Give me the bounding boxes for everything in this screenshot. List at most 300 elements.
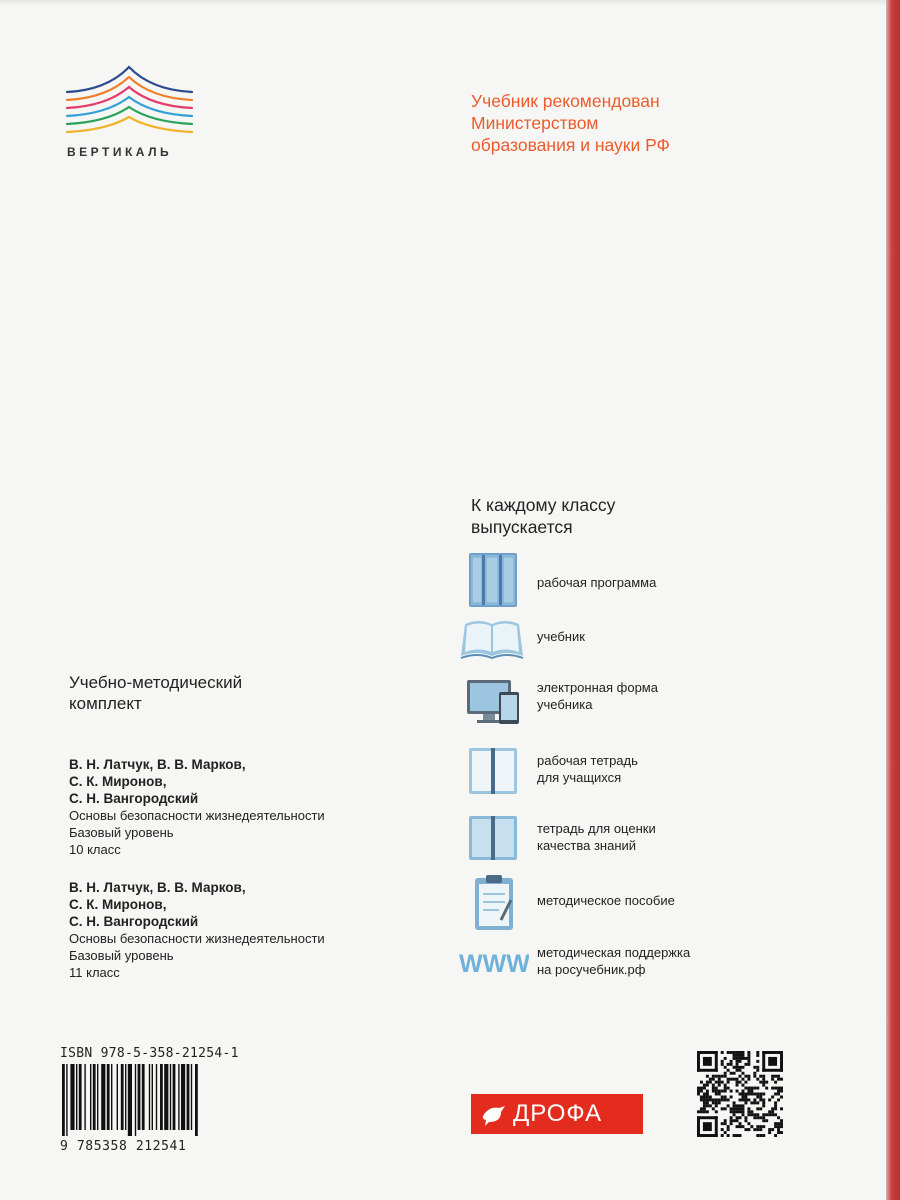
qr-module [727, 1134, 730, 1137]
qr-module [733, 1107, 736, 1110]
qr-module [730, 1090, 733, 1093]
barcode-bar [121, 1064, 124, 1130]
qr-module [706, 1098, 709, 1101]
qr-module [724, 1057, 727, 1060]
qr-module [777, 1098, 780, 1101]
qr-module [744, 1057, 747, 1060]
qr-module [744, 1095, 747, 1098]
qr-module [736, 1078, 739, 1081]
umk-book-10 [69, 756, 389, 858]
qr-module [741, 1054, 744, 1057]
qr-module [774, 1087, 777, 1090]
qr-module [724, 1075, 727, 1078]
qr-module [741, 1078, 744, 1081]
qr-module [777, 1116, 780, 1119]
qr-module [712, 1101, 715, 1104]
qr-module [739, 1116, 742, 1119]
qr-module [730, 1078, 733, 1081]
qr-module [730, 1095, 733, 1098]
qr-module [730, 1110, 733, 1113]
qr-module [703, 1098, 706, 1101]
barcode-bar [125, 1064, 126, 1130]
qr-module [780, 1090, 783, 1093]
qr-module [756, 1107, 759, 1110]
qr-module [703, 1110, 706, 1113]
qr-module [730, 1072, 733, 1075]
qr-module [712, 1107, 715, 1110]
qr-module [774, 1104, 777, 1107]
qr-module [715, 1081, 718, 1084]
qr-module [715, 1051, 718, 1072]
qr-module [733, 1110, 736, 1113]
qr-module [709, 1104, 712, 1107]
qr-module [762, 1051, 783, 1054]
recommendation-line: Учебник рекомендован [471, 91, 660, 111]
qr-module [727, 1087, 730, 1090]
qr-module [747, 1054, 750, 1057]
qr-module [718, 1075, 721, 1078]
qr-module [771, 1087, 774, 1090]
series-title [471, 494, 771, 538]
publisher-name: ДРОФА [513, 1100, 603, 1127]
qr-module [718, 1078, 721, 1081]
qr-module [727, 1051, 730, 1054]
devices-icon [459, 674, 525, 732]
qr-module [756, 1087, 759, 1090]
qr-module [768, 1113, 771, 1116]
drofa-logo [471, 1094, 643, 1134]
qr-module [724, 1098, 727, 1101]
qr-module [739, 1051, 742, 1054]
qr-module [709, 1078, 712, 1081]
qr-module [741, 1110, 744, 1113]
barcode-bar [135, 1064, 136, 1136]
series-title-line: К каждому классу [471, 495, 616, 515]
qr-module [753, 1093, 756, 1096]
qr-module [730, 1051, 733, 1054]
qr-module [768, 1131, 771, 1134]
label-line: методическая поддержка [537, 945, 691, 960]
barcode-bar [128, 1064, 132, 1136]
barcode-bar [70, 1064, 74, 1130]
book-details [69, 807, 389, 858]
qr-module [706, 1110, 709, 1113]
book-authors [69, 756, 389, 807]
qr-module [721, 1107, 724, 1110]
qr-module [712, 1075, 715, 1078]
clipboard-icon [459, 874, 525, 932]
barcode-bar [156, 1064, 157, 1130]
qr-module [780, 1095, 783, 1098]
qr-module [724, 1122, 727, 1125]
qr-module [756, 1116, 759, 1119]
qr-module [727, 1128, 730, 1131]
qr-module [777, 1125, 780, 1128]
umk-title [69, 672, 349, 714]
qr-module [709, 1081, 712, 1084]
qr-module [747, 1122, 750, 1125]
barcode-bar [90, 1064, 91, 1130]
qr-module [747, 1051, 750, 1054]
label-line: для учащихся [537, 770, 622, 785]
barcode-bar [187, 1064, 190, 1130]
qr-module [759, 1075, 762, 1078]
qr-module [780, 1087, 783, 1090]
qr-module [721, 1051, 724, 1054]
qr-module [739, 1122, 742, 1125]
assessment-notebook-icon [459, 812, 525, 870]
qr-module [747, 1057, 750, 1060]
qr-module [756, 1113, 759, 1116]
umk-title-line: комплект [69, 694, 142, 713]
qr-module [780, 1119, 783, 1122]
label-line: учебник [537, 629, 585, 644]
qr-module [739, 1054, 742, 1057]
qr-module [727, 1081, 730, 1084]
qr-module [774, 1113, 777, 1116]
qr-module [744, 1128, 747, 1131]
qr-module [774, 1081, 777, 1084]
qr-module [753, 1072, 756, 1075]
qr-module [739, 1081, 742, 1084]
qr-module [747, 1060, 750, 1063]
qr-module [697, 1116, 700, 1137]
qr-module [777, 1131, 780, 1134]
qr-module [739, 1125, 742, 1128]
qr-module [718, 1084, 721, 1087]
qr-module [709, 1095, 712, 1098]
qr-module [777, 1090, 780, 1093]
qr-module [712, 1090, 715, 1093]
qr-module [741, 1051, 744, 1054]
qr-module [697, 1116, 718, 1119]
qr-module [753, 1113, 756, 1116]
qr-module [730, 1122, 733, 1125]
qr-module [771, 1075, 774, 1078]
qr-module [777, 1075, 780, 1078]
qr-module [724, 1119, 727, 1122]
qr-module [727, 1063, 730, 1066]
qr-module [765, 1081, 768, 1084]
qr-module [739, 1066, 742, 1069]
qr-module [762, 1119, 765, 1122]
barcode [60, 1064, 250, 1136]
qr-module [741, 1072, 744, 1075]
recommendation-line: Министерством [471, 113, 599, 133]
barcode-bar [138, 1064, 141, 1130]
qr-module [756, 1095, 759, 1098]
qr-module [741, 1095, 744, 1098]
qr-module [759, 1098, 762, 1101]
detail-line: Базовый уровень [69, 825, 174, 840]
qr-module [750, 1093, 753, 1096]
www-icon [459, 942, 529, 1000]
qr-module [759, 1095, 762, 1098]
book-authors [69, 879, 389, 930]
qr-module [774, 1134, 777, 1137]
qr-module [753, 1098, 756, 1101]
qr-module [780, 1107, 783, 1110]
label-line: учебника [537, 697, 593, 712]
qr-module [715, 1101, 718, 1104]
qr-module [771, 1128, 774, 1131]
qr-module [762, 1081, 765, 1084]
qr-module [747, 1128, 750, 1131]
qr-module [721, 1075, 724, 1078]
label-line: электронная форма [537, 680, 658, 695]
qr-module [780, 1051, 783, 1072]
barcode-bar [76, 1064, 77, 1130]
series-item-label [537, 944, 767, 978]
qr-module [715, 1075, 718, 1078]
author-line: С. К. Миронов, [69, 897, 167, 912]
qr-module [774, 1107, 777, 1110]
qr-module [765, 1087, 768, 1090]
qr-module [736, 1104, 739, 1107]
barcode-bar [84, 1064, 85, 1130]
workbook-icon [459, 744, 525, 802]
qr-module [753, 1116, 756, 1119]
qr-module [774, 1125, 777, 1128]
author-line: С. Н. Вангородский [69, 791, 199, 806]
qr-module [718, 1081, 721, 1084]
qr-module [727, 1069, 730, 1072]
qr-module [736, 1107, 739, 1110]
qr-module [762, 1098, 765, 1101]
qr-module [739, 1069, 742, 1072]
qr-module [759, 1128, 762, 1131]
qr-module [721, 1081, 724, 1084]
qr-module [721, 1122, 724, 1125]
qr-module [727, 1078, 730, 1081]
qr-module [739, 1060, 742, 1063]
barcode-bar [191, 1064, 192, 1130]
qr-module [715, 1090, 718, 1093]
cover-spine-edge [886, 0, 900, 1200]
qr-module [744, 1063, 747, 1066]
qr-module [736, 1054, 739, 1057]
qr-module [774, 1075, 777, 1078]
qr-module [741, 1090, 744, 1093]
book-details [69, 930, 389, 981]
logo-text: ВЕРТИКАЛЬ [67, 145, 173, 159]
qr-module [759, 1107, 762, 1110]
qr-module [762, 1051, 765, 1072]
qr-module [703, 1084, 706, 1087]
qr-module [774, 1093, 777, 1096]
qr-module [733, 1066, 736, 1069]
qr-module [700, 1090, 703, 1093]
series-item-workbook [457, 740, 777, 802]
barcode-bar [149, 1064, 150, 1130]
qr-module [756, 1069, 759, 1072]
qr-module [756, 1093, 759, 1096]
qr-module [733, 1057, 736, 1060]
barcode-bar [101, 1064, 105, 1130]
qr-module [759, 1134, 762, 1137]
qr-module [703, 1087, 706, 1090]
qr-module [777, 1078, 780, 1081]
qr-module [727, 1104, 730, 1107]
qr-module [712, 1084, 715, 1087]
barcode-bar [79, 1064, 82, 1130]
qr-module [771, 1078, 774, 1081]
barcode-bar [93, 1064, 96, 1130]
qr-module [724, 1090, 727, 1093]
qr-module [759, 1116, 762, 1119]
qr-module [700, 1098, 703, 1101]
qr-module [762, 1104, 765, 1107]
detail-line: 11 класс [69, 965, 120, 980]
recommendation-line: образования и науки РФ [471, 135, 670, 155]
qr-module [762, 1084, 765, 1087]
qr-module [733, 1072, 736, 1075]
qr-module [756, 1134, 759, 1137]
qr-module [721, 1134, 724, 1137]
qr-module [765, 1119, 768, 1122]
series-item-label [537, 628, 767, 645]
qr-module [697, 1051, 718, 1054]
qr-module [724, 1084, 727, 1087]
barcode-bar [62, 1064, 65, 1136]
qr-module [750, 1090, 753, 1093]
qr-module [756, 1066, 759, 1069]
qr-module [706, 1095, 709, 1098]
qr-module [756, 1078, 759, 1081]
qr-module [730, 1116, 733, 1119]
qr-module [780, 1125, 783, 1128]
qr-module [697, 1110, 700, 1113]
qr-module [700, 1107, 703, 1110]
umk-title-line: Учебно-методический [69, 673, 243, 692]
qr-module [700, 1087, 703, 1090]
qr-module [697, 1069, 718, 1072]
qr-module [768, 1057, 777, 1066]
qr-module [715, 1093, 718, 1096]
qr-module [741, 1104, 744, 1107]
qr-module [724, 1072, 727, 1075]
qr-module [768, 1098, 771, 1101]
qr-module [739, 1093, 742, 1096]
qr-module [756, 1051, 759, 1054]
qr-module [753, 1128, 756, 1131]
bird-icon [479, 1102, 507, 1128]
qr-module [744, 1119, 747, 1122]
qr-module [697, 1090, 700, 1093]
qr-module [744, 1081, 747, 1084]
qr-module [724, 1066, 727, 1069]
qr-module [762, 1093, 765, 1096]
qr-module [753, 1066, 756, 1069]
qr-module [741, 1113, 744, 1116]
qr-module [747, 1093, 750, 1096]
barcode-digits: 9 785358 212541 [60, 1139, 187, 1154]
series-item-program [457, 548, 777, 610]
qr-module [771, 1110, 774, 1113]
qr-module [733, 1119, 736, 1122]
qr-module [703, 1095, 706, 1098]
www-text: WWW [459, 950, 529, 978]
qr-module [741, 1066, 744, 1069]
qr-module [736, 1084, 739, 1087]
qr-module [739, 1075, 742, 1078]
qr-module [747, 1110, 750, 1113]
barcode-bar [117, 1064, 118, 1130]
qr-module [741, 1125, 744, 1128]
barcode-bar [170, 1064, 171, 1130]
qr-module [747, 1078, 750, 1081]
label-line: качества знаний [537, 838, 637, 853]
qr-module [736, 1134, 739, 1137]
qr-module [756, 1054, 759, 1057]
qr-module [744, 1093, 747, 1096]
series-item-guide [457, 874, 777, 936]
qr-module [733, 1104, 736, 1107]
qr-module [703, 1093, 706, 1096]
qr-module [777, 1087, 780, 1090]
qr-module [706, 1093, 709, 1096]
qr-module [730, 1060, 733, 1063]
qr-module [771, 1113, 774, 1116]
page-top-edge [0, 0, 900, 6]
qr-module [744, 1098, 747, 1101]
qr-module [700, 1081, 703, 1084]
qr-module [741, 1093, 744, 1096]
detail-line: 10 класс [69, 842, 121, 857]
qr-module [768, 1110, 771, 1113]
isbn-label: ISBN 978-5-358-21254-1 [60, 1046, 239, 1061]
label-line: рабочая тетрадь [537, 753, 638, 768]
qr-module [747, 1063, 750, 1066]
detail-line: Основы безопасности жизнедеятельности [69, 808, 325, 823]
qr-module [733, 1054, 736, 1057]
qr-module [736, 1110, 739, 1113]
qr-module [747, 1107, 750, 1110]
label-line: на росучебник.рф [537, 962, 646, 977]
qr-module [706, 1081, 709, 1084]
label-line: тетрадь для оценки [537, 821, 656, 836]
barcode-bar [111, 1064, 112, 1130]
qr-module [762, 1078, 765, 1081]
qr-module [762, 1101, 765, 1104]
qr-module [724, 1087, 727, 1090]
qr-module [703, 1057, 712, 1066]
barcode-bar [152, 1064, 153, 1130]
open-book-icon [459, 614, 525, 672]
series-item-assessment [457, 810, 777, 872]
qr-module [715, 1104, 718, 1107]
qr-module [780, 1078, 783, 1081]
qr-module [703, 1122, 712, 1131]
qr-module [762, 1116, 765, 1119]
barcode-bar [178, 1064, 179, 1130]
qr-module [777, 1128, 780, 1131]
barcode-bar [66, 1064, 67, 1136]
series-item-label [537, 820, 767, 854]
qr-module [733, 1101, 736, 1104]
qr-module [730, 1063, 733, 1066]
series-item-label [537, 752, 767, 786]
series-item-electronic [457, 670, 777, 732]
barcode-bar [107, 1064, 110, 1130]
qr-module [724, 1095, 727, 1098]
series-item-label [537, 892, 767, 909]
label-line: методическое пособие [537, 893, 675, 908]
qr-module [753, 1087, 756, 1090]
qr-module [715, 1098, 718, 1101]
qr-module [741, 1098, 744, 1101]
qr-module [750, 1101, 753, 1104]
